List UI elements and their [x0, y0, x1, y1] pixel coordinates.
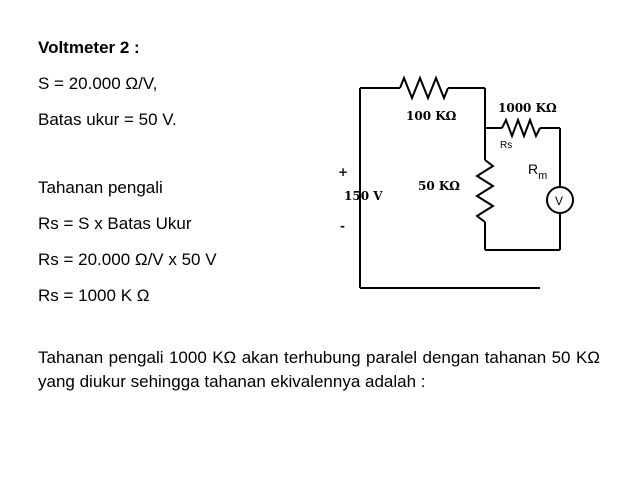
result-line: Rs = 1000 K Ω — [38, 286, 150, 305]
label-plus: + — [338, 165, 349, 179]
resistor-top — [400, 78, 448, 98]
explanation-paragraph: Tahanan pengali 1000 KΩ akan terhubung paralel dengan tahanan 50 KΩ yang diukur sehingga tahanan ekivalennya adalah : — [38, 348, 600, 391]
resistor-mid — [477, 160, 493, 222]
label-rs: Rs — [500, 140, 513, 151]
label-rm-subscript: m — [538, 170, 548, 182]
resistor-series — [502, 120, 540, 136]
calc-line: Rs = 20.000 Ω/V x 50 V — [38, 250, 217, 269]
label-r-series: 1000 KΩ — [498, 101, 557, 115]
multiplier-heading: Tahanan pengali — [38, 178, 163, 197]
label-r-mid: 50 KΩ — [418, 179, 460, 193]
label-rm: $R_m$ — [528, 161, 548, 182]
formula-line: Rs = S x Batas Ukur — [38, 214, 192, 233]
circuit-diagram — [330, 60, 580, 300]
label-minus: - — [340, 219, 345, 233]
label-r-top: 100 KΩ — [406, 109, 457, 123]
label-source: 150 V — [344, 189, 383, 203]
title: Voltmeter 2 : — [38, 38, 140, 57]
sensitivity-line: S = 20.000 Ω/V, — [38, 74, 158, 93]
voltmeter-letter: V — [555, 194, 564, 208]
range-line: Batas ukur = 50 V. — [38, 110, 177, 129]
